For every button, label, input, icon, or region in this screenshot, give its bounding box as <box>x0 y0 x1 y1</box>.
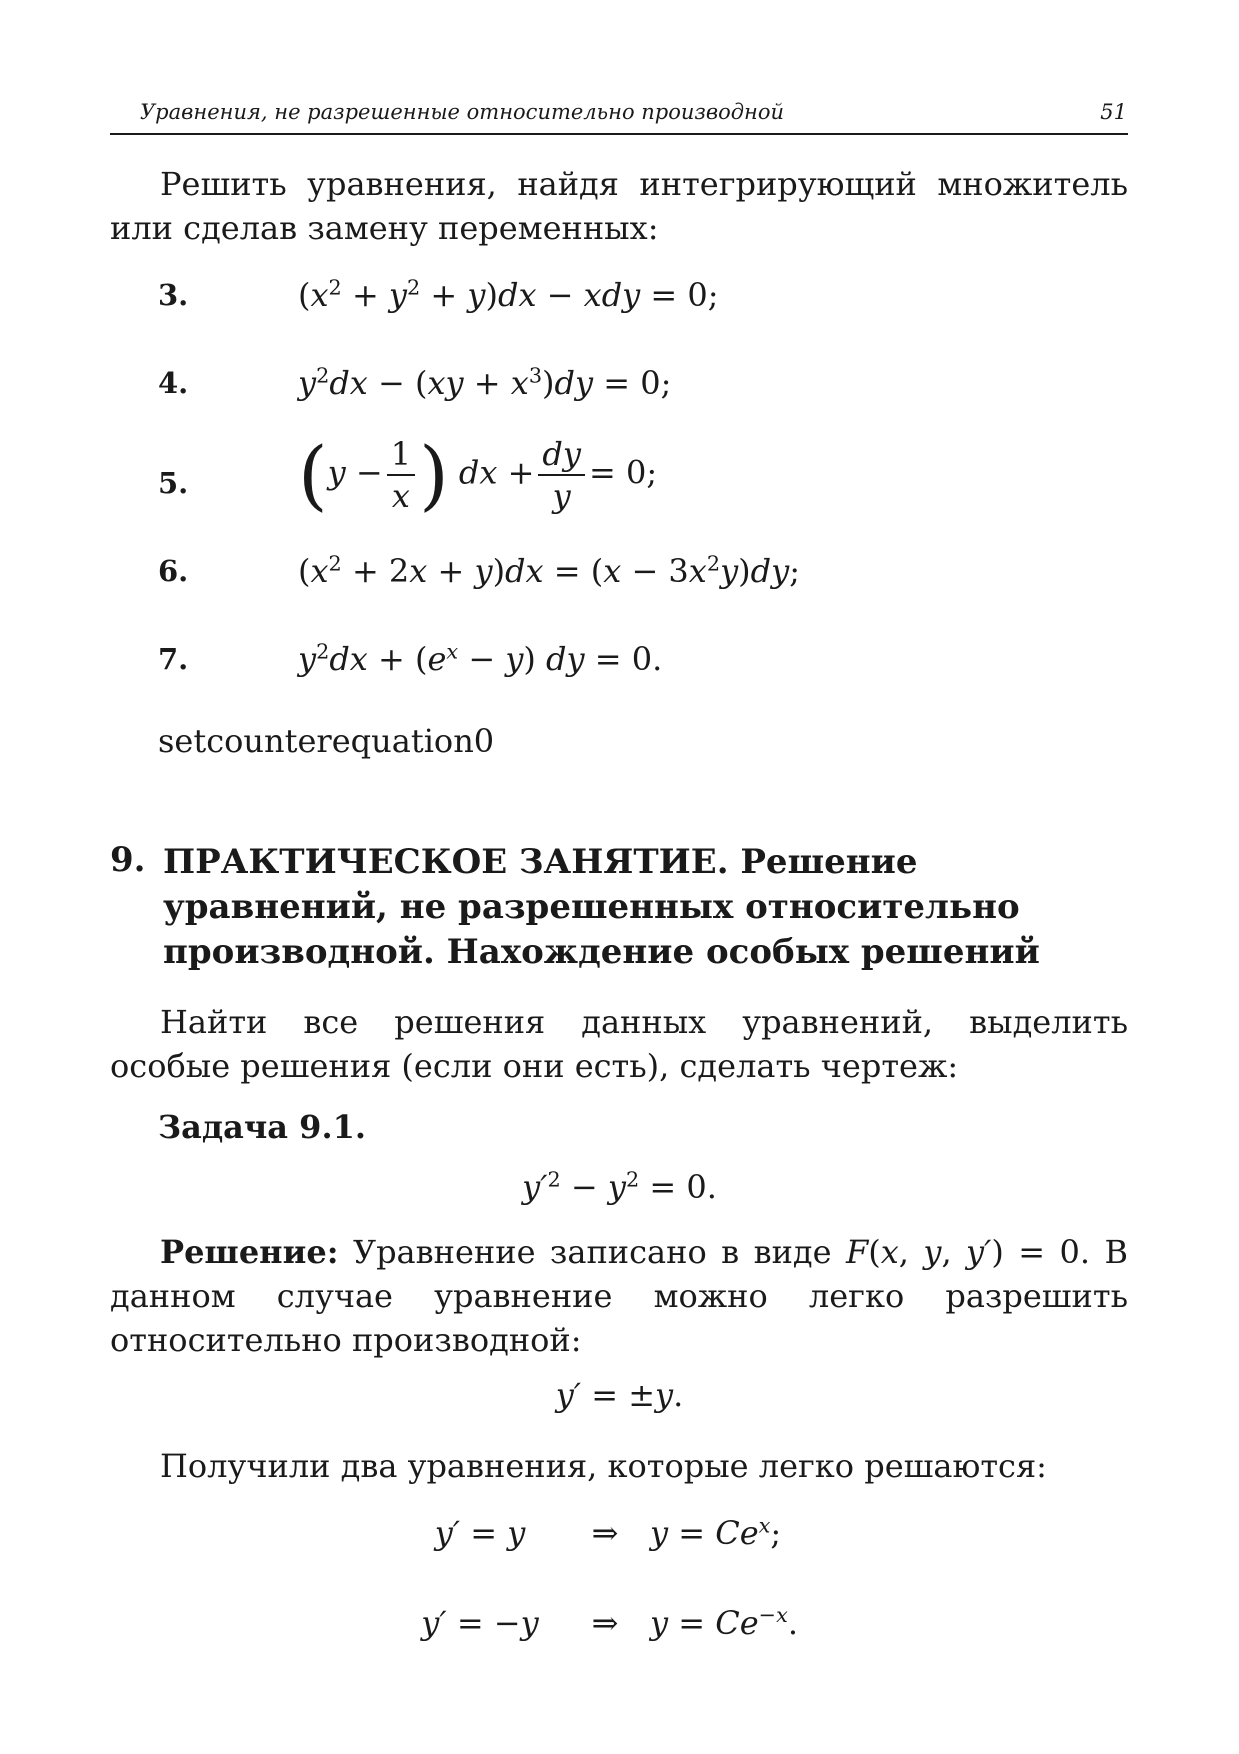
solution-line-2: y′ = −y ⇒ $y = Ce^{-x}$. <box>421 1603 798 1642</box>
stray-latex-text: setcounterequation0 <box>158 722 495 760</box>
problem-number: 6. <box>158 554 189 588</box>
section-title: ПРАКТИЧЕСКОЕ ЗАНЯТИЕ. Решение уравнений, не разрешенных относительно производной. Нахождение особых решений <box>163 842 1040 972</box>
intro-paragraph: Решить уравнения, найдя интегрирующий множитель или сделав замену переменных: <box>110 165 1128 247</box>
section-number: 9. <box>110 840 146 880</box>
solution-text-after: В данном случае уравнение можно легко разрешить относительно производной: <box>110 1233 1129 1359</box>
page-number: 51 <box>1100 100 1127 124</box>
solution-paragraph: Решение: Уравнение записано в виде F(x, y, y′) = 0. В данном случае уравнение можно легко разрешить относительно производной: <box>110 1233 1129 1359</box>
equation-7: $y^2dx + (e^x - y)$ dy = 0. <box>298 639 663 678</box>
problem-number: 5. <box>158 466 189 500</box>
problem-number: 7. <box>158 642 189 676</box>
solution-label: Решение: <box>160 1233 339 1271</box>
header-rule <box>110 133 1128 135</box>
problem-number: 4. <box>158 366 189 400</box>
solution-text-before: Уравнение записано в виде <box>352 1233 832 1271</box>
equation-task-9-1: $y'^2 - y^2 = 0$. <box>522 1167 717 1206</box>
solution-line-1: y′ = y ⇒ $y = Ce^x$; <box>434 1513 782 1552</box>
equation-y-prime: y′ = ±y. <box>555 1376 684 1414</box>
equation-5: (y − $\frac{1}{x}$ ) dx + $\frac{dy}{y}$ = 0; <box>298 430 658 519</box>
equation-4: $y^2dx - (xy + x^3)dy = 0$; <box>298 363 672 402</box>
equation-6: $(x^2 + 2x + y)dx = (x - 3x^2y)dy$; <box>298 551 800 590</box>
task-instruction: Найти все решения данных уравнений, выделить особые решения (если они есть), сделать чертеж: <box>110 1003 1128 1085</box>
equation-3: $(x^2 + y^2 + y)dx$ − xdy = 0; <box>298 275 719 314</box>
problem-number: 3. <box>158 278 189 312</box>
task-heading: Задача 9.1. <box>158 1108 366 1146</box>
running-header-title: Уравнения, не разрешенные относительно производной <box>140 100 785 124</box>
result-paragraph: Получили два уравнения, которые легко решаются: <box>160 1447 1047 1485</box>
